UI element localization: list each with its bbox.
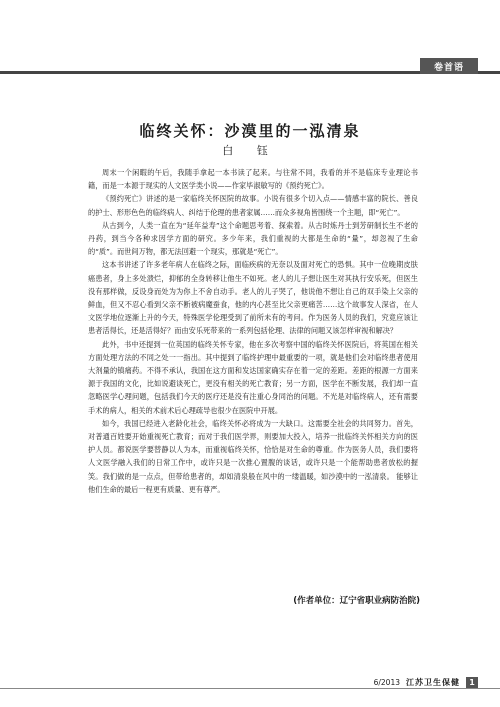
author-affiliation: (作者单位：辽宁省职业病防治院): [293, 596, 420, 606]
article-author: 白 钰: [222, 144, 278, 157]
section-tab: 卷首语: [420, 58, 478, 74]
page-number: 1: [466, 677, 478, 688]
article-title: 临终关怀：沙漠里的一泓清泉: [139, 122, 361, 140]
footer-rule: [0, 688, 500, 689]
paragraph: 如今，我国已经进入老龄化社会，临终关怀必将成为一大缺口。这需要全社会的共同努力。首先，对普通百姓要开始重视死亡教育；而对于我们医学界，则要加大投入，培养一批临终关怀相关方向的医护人员。都说医学要替静以人为本，而重视临终关怀，恰恰是对生命的尊重。作为医务人员，我们要将人文医学融入我们的日常工作中，或许只是一次推心置腹的谈话，或许只是一个能帮助患者放松的握笑。我们做的是一点点，但带给患者的，却如清泉般在风中的一缕温暖，如沙漠中的一泓清泉。 能够让他们生命的最后一程更有质量、更有尊严。: [88, 418, 418, 494]
article-body: [88, 166, 418, 496]
page-footer: [374, 677, 478, 688]
paragraph: 周末一个闲暇的午后，我随手拿起一本书读了起来。与往常不同，我看的并不是临床专业理论书籍，而是一本源于现实的人文医学类小说——作家毕淑敏写的《预约死亡》。: [88, 168, 418, 191]
magazine-name: 江苏卫生保健: [406, 678, 460, 687]
paragraph: 从古到今，人类一直在为“延年益寿”这个命题思考着、探索着。从古时炼丹士到芳研制长生不老的丹药，到当今各种求因学方面的研究。多少年来，我们重视的大都是生命的“量”，却忽视了生命的“质”。而世间万物，都无法回避一个现实，那就是“死亡”。: [88, 220, 418, 257]
paragraph: 此外，书中还提到一位英国的临终关怀专家，他在多次考察中国的临终关怀医院后，将英国在相关方面处理方法的不同之处一一指出。其中提到了临终护理中最重要的一项，就是他们会对临终患者使用大剂量的镇痛药。不得不承认，我国在这方面和发达国家确实存在着一定的差距。差距的根源一方面来源于我国的文化，比如说避谈死亡，更没有相关的死亡教育；另一方面，医学在不断发展，我们却一直忽略医学心理问题，包括我们今天的医疗还是没有注重心身同治的问题。不光是对临终病人，还有需要手术的病人，相关的术前术后心理疏导也很少在医院中开展。: [88, 339, 418, 415]
paragraph: 《预约死亡》讲述的是一家临终关怀医院的故事。小说有很多个切入点——情感丰富的院长、善良的护士、形形色色的临终病人、纠结于伦理的患者家属……而众多视角皆围绕一个主题，即“死亡”。: [88, 194, 418, 217]
paragraph: 这本书讲述了许多老年病人在临终之际，面临疾病的无奈以及面对死亡的恐惧。其中一位晚期皮肤癌患者，身上多处溃烂，抑郁的全身转移让他生不如死。老人的儿子想让医生对其执行安乐死，但医生没有那样做，反设身而处为为你上不舍自动手。老人的儿子哭了，他说他不想让自己的双手染上父亲的鲜血，但又不忍心看到父亲不断被病魔蚕食，他的内心甚至比父亲更痛苦……这个故事发人深省，在人文医学地位逐渐上升的今天，特殊医学伦理受到了前所未有的考问。作为医务人员的我们，究竟应该让患者活得长，还是活得好？而由安乐死带来的一系列包括伦理、法律的问题又该怎样审视和解决？: [88, 260, 418, 336]
issue-number: 6/2013: [373, 678, 400, 687]
